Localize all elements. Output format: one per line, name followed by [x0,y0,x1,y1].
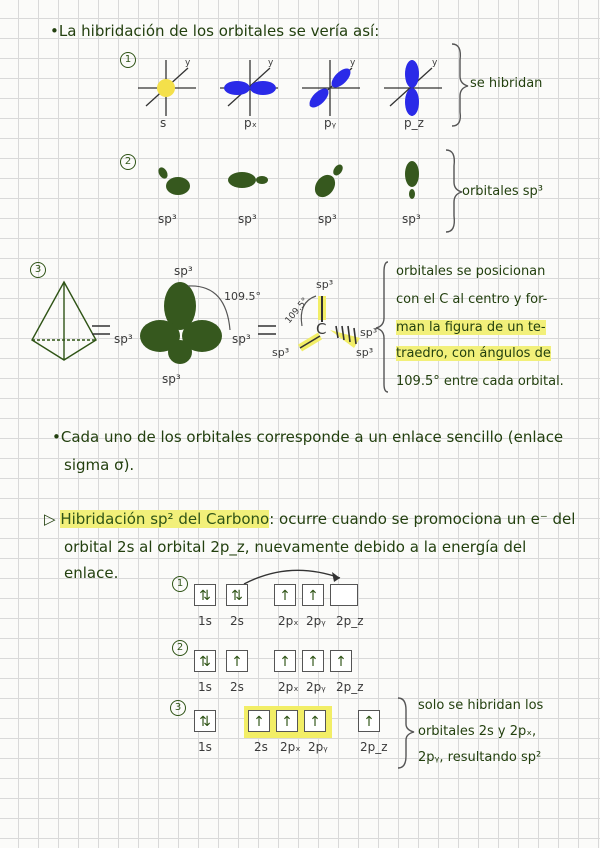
brace-text-row3-line2: con el C al centro y for- [396,292,548,307]
step2-label-2py: 2pᵧ [306,680,326,694]
step2-label-2px: 2pₓ [278,680,299,694]
sp3-orbital-1 [157,166,190,195]
brace-row2 [446,150,462,232]
section3-line2: orbital 2s al orbital 2p_z, nuevamente debido a la energía del [64,538,527,556]
section3-line1: ▷ Hibridación sp² del Carbono: ocurre cuando se promociona un e⁻ del [44,510,576,528]
step2-box-2px: ↑ [274,650,296,672]
sp3-orbital-4 [405,161,419,199]
step2-box-2py: ↑ [302,650,324,672]
step2-label-2s: 2s [230,680,244,694]
label-sp3-4: sp³ [402,212,421,226]
step2-box-2s: ↑ [226,650,248,672]
step2-box-1s: ⇅ [194,650,216,672]
s-orbital [157,79,175,97]
step3-box-2s: ↑ [248,710,270,732]
step3-brace-line1: solo se hibridan los [418,698,544,713]
step1-label-2s: 2s [230,614,244,628]
mol-angle-label: 109.5° [283,296,311,326]
mol-label-left: sp³ [272,346,290,359]
section3-arrow-icon: ▷ [44,510,56,528]
promotion-arrow [244,570,340,584]
brace-text-row3-line4: traedro, con ángulos de [396,346,551,361]
row2-number: 2 [120,154,136,170]
label-s: s [160,116,167,130]
brace-text-row2: orbitales sp³ [462,184,543,199]
step3-brace-line3: 2pᵧ, resultando sp² [418,750,542,765]
step1-box-2py: ↑ [302,584,324,606]
axes-py [302,60,360,116]
step3-box-2py: ↑ [304,710,326,732]
sp3-orbital-2 [228,172,268,188]
mol-center-label: C [316,320,327,338]
step2-number: 2 [172,640,188,656]
step3-number: 3 [170,700,186,716]
step3-brace-line2: orbitales 2s y 2pₓ, [418,724,537,739]
tetra-angle-label: 109.5° [224,290,261,303]
tetra-label-right: sp³ [232,332,251,346]
step2-label-1s: 1s [198,680,212,694]
label-py: pᵧ [324,116,337,130]
step1-box-1s: ⇅ [194,584,216,606]
axis-label-y-py: y [350,58,356,68]
label-sp3-1: sp³ [158,212,177,226]
equals-icon-2 [258,326,276,334]
axis-label-y-pz: y [432,58,438,68]
section3-title: Hibridación sp² del Carbono [60,510,270,528]
brace-row1 [452,44,468,126]
step1-box-2pz [330,584,358,606]
step1-label-2pz: 2p_z [336,614,364,628]
brace-text-row3-line3: man la figura de un te- [396,320,546,335]
mol-label-right2: sp³ [356,346,374,359]
sp3-orbital-3 [311,163,345,201]
step1-number: 1 [172,576,188,592]
step3-box-2px: ↑ [276,710,298,732]
step1-label-2px: 2pₓ [278,614,299,628]
sp3-tetra-orbitals [140,282,222,364]
step2-label-2pz: 2p_z [336,680,364,694]
step2-box-2pz: ↑ [330,650,352,672]
step3-label-2s: 2s [254,740,268,754]
step3-label-2py: 2pᵧ [308,740,328,754]
row3-number: 3 [30,262,46,278]
step3-label-2px: 2pₓ [280,740,301,754]
tetra-label-top: sp³ [174,264,193,278]
section2-bullet: •Cada uno de los orbitales corresponde a un enlace sencillo (enlace [52,428,564,446]
axis-label-y-s: y [185,58,191,68]
step3-label-1s: 1s [198,740,212,754]
step3-label-2pz: 2p_z [360,740,388,754]
section3-line3: enlace. [64,564,119,582]
section1-bullet: •La hibridación de los orbitales se vería así: [50,22,380,40]
label-pz: p_z [404,116,424,130]
pyramid-icon [32,282,96,360]
tetra-label-left: sp³ [114,332,133,346]
mol-label-top: sp³ [316,278,334,291]
brace-step3 [398,698,414,768]
brace-text-row3-line5: 109.5° entre cada orbital. [396,374,564,389]
row1-number: 1 [120,52,136,68]
label-px: pₓ [244,116,257,130]
label-sp3-3: sp³ [318,212,337,226]
mol-label-right1: sp³ [360,326,378,339]
step3-box-2pz: ↑ [358,710,380,732]
brace-text-row1: se hibridan [470,76,543,91]
step1-label-1s: 1s [198,614,212,628]
section2-bullet-cont: sigma σ). [64,456,135,474]
step1-box-2px: ↑ [274,584,296,606]
brace-row3 [376,262,388,392]
step1-label-2py: 2pᵧ [306,614,326,628]
tetra-label-bottom: sp³ [162,372,181,386]
step3-box-1s: ⇅ [194,710,216,732]
axis-label-y-px: y [268,58,274,68]
equals-icon-1 [92,326,110,334]
brace-text-row3-line1: orbitales se posicionan [396,264,546,279]
label-sp3-2: sp³ [238,212,257,226]
step1-box-2s: ⇅ [226,584,248,606]
